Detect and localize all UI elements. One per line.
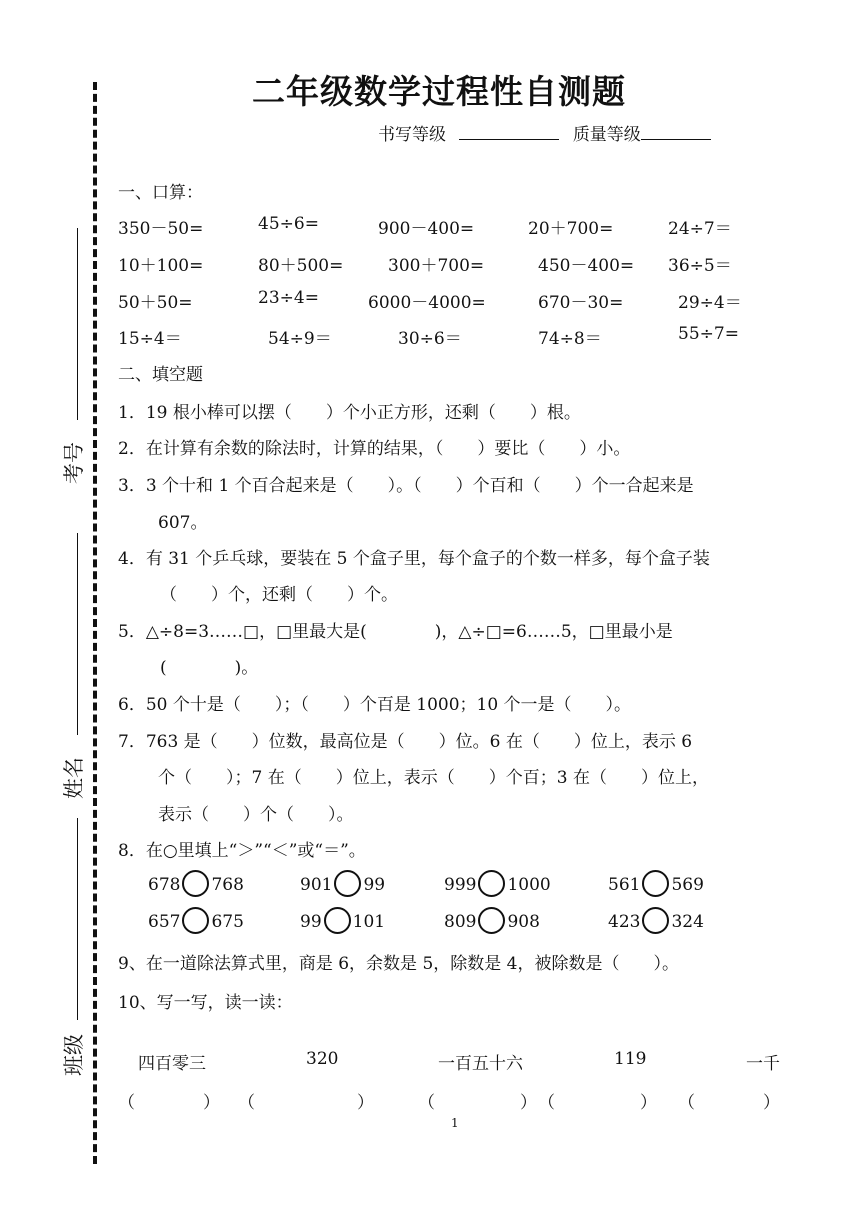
- q10-item: 一千: [746, 1054, 780, 1074]
- q10-answer-bracket[interactable]: （ ）: [238, 1093, 374, 1113]
- q10-item: 四百零三: [138, 1054, 206, 1074]
- question-line: 3．3 个十和 1 个百合起来是（ ）。（ ）个百和（ ）个一合起来是: [118, 476, 694, 496]
- grade-line: [378, 120, 711, 145]
- compare-circle[interactable]: [642, 870, 669, 897]
- calc-item: 45÷6=: [258, 214, 319, 234]
- writing-grade-label: 书写等级: [378, 125, 446, 145]
- q10-item: 一百五十六: [438, 1054, 523, 1074]
- calc-item: 670－30=: [538, 293, 624, 313]
- compare-circle[interactable]: [182, 907, 209, 934]
- compare-item: 99 101: [300, 909, 385, 936]
- calc-item: 30÷6＝: [398, 329, 462, 349]
- calc-item: 80＋500=: [258, 256, 344, 276]
- calc-item: 300＋700=: [388, 256, 485, 276]
- page-number: 1: [451, 1116, 459, 1130]
- q10-item: 119: [614, 1049, 647, 1069]
- calc-item: 54÷9＝: [268, 329, 332, 349]
- question-line: 6．50 个十是（ ）；（ ）个百是 1000；10 个一是（ ）。: [118, 695, 632, 715]
- question-line: 7．763 是（ ）位数，最高位是（ ）位。6 在（ ）位上，表示 6: [118, 732, 693, 752]
- page-title: 二年级数学过程性自测题: [252, 72, 626, 111]
- compare-item: 678 768: [148, 872, 244, 899]
- compare-circle[interactable]: [478, 870, 505, 897]
- question-10: 10、写一写，读一读：: [118, 993, 293, 1013]
- compare-circle[interactable]: [182, 870, 209, 897]
- quality-grade-blank[interactable]: [641, 124, 711, 140]
- exam-no-line: [77, 228, 78, 420]
- question-line: 个（ ）；7 在（ ）位上，表示（ ）个百；3 在（ ）位上，: [158, 768, 709, 788]
- section1-heading: 一、口算：: [118, 183, 203, 203]
- calc-item: 50＋50=: [118, 293, 193, 313]
- q10-answer-bracket[interactable]: （ ）: [538, 1093, 657, 1113]
- class-line: [77, 818, 78, 1020]
- compare-item: 657 675: [148, 909, 244, 936]
- calc-item: 6000－4000=: [368, 293, 486, 313]
- question-line: 表示（ ）个（ ）。: [158, 805, 354, 825]
- compare-item: 999 1000: [444, 872, 551, 899]
- calc-item: 15÷4＝: [118, 329, 182, 349]
- calc-item: 29÷4＝: [678, 293, 742, 313]
- question-line: 2．在计算有余数的除法时，计算的结果，（ ）要比（ ）小。: [118, 439, 631, 459]
- question-line: 607。: [158, 513, 208, 533]
- q10-item: 320: [306, 1049, 339, 1069]
- question-line: 8．在○里填上“＞”“＜”或“＝”。: [118, 841, 366, 861]
- question-9: 9、在一道除法算式里，商是 6，余数是 5，除数是 4，被除数是（ ）。: [118, 954, 679, 974]
- compare-circle[interactable]: [478, 907, 505, 934]
- compare-item: 561 569: [608, 872, 704, 899]
- question-line: 1．19 根小棒可以摆（ ）个小正方形，还剩（ ）根。: [118, 403, 581, 423]
- calc-item: 55÷7=: [678, 324, 739, 344]
- compare-circle[interactable]: [334, 870, 361, 897]
- q10-answer-bracket[interactable]: （ ）: [678, 1093, 780, 1113]
- compare-circle[interactable]: [642, 907, 669, 934]
- calc-item: 10＋100=: [118, 256, 204, 276]
- question-line: 4．有 31 个乒乓球，要装在 5 个盒子里，每个盒子的个数一样多，每个盒子装: [118, 549, 710, 569]
- compare-item: 423 324: [608, 909, 704, 936]
- question-line: ( )。: [160, 658, 259, 678]
- calc-item: 20＋700=: [528, 219, 614, 239]
- exam-no-label: 考号: [62, 442, 86, 484]
- question-line: （ ）个，还剩（ ）个。: [160, 585, 398, 605]
- name-label: 姓名: [62, 757, 86, 799]
- compare-item: 901 99: [300, 872, 385, 899]
- quality-grade-label: 质量等级: [572, 125, 641, 145]
- class-label: 班级: [62, 1034, 86, 1076]
- binding-dashed-line: [93, 82, 97, 1164]
- calc-item: 450－400=: [538, 256, 635, 276]
- calc-item: 350－50=: [118, 219, 204, 239]
- calc-item: 900－400=: [378, 219, 475, 239]
- calc-item: 23÷4=: [258, 288, 319, 308]
- section2-heading: 二、填空题: [118, 365, 203, 385]
- calc-item: 24÷7＝: [668, 219, 732, 239]
- calc-item: 74÷8＝: [538, 329, 602, 349]
- q10-answer-bracket[interactable]: （ ）: [418, 1093, 537, 1113]
- compare-circle[interactable]: [324, 907, 351, 934]
- compare-item: 809 908: [444, 909, 540, 936]
- q10-answer-bracket[interactable]: （ ）: [118, 1093, 220, 1113]
- question-line: 5．△÷8=3……□，□里最大是( )，△÷□=6……5，□里最小是: [118, 622, 673, 642]
- calc-item: 36÷5＝: [668, 256, 732, 276]
- writing-grade-blank[interactable]: [459, 124, 559, 140]
- name-line: [77, 533, 78, 735]
